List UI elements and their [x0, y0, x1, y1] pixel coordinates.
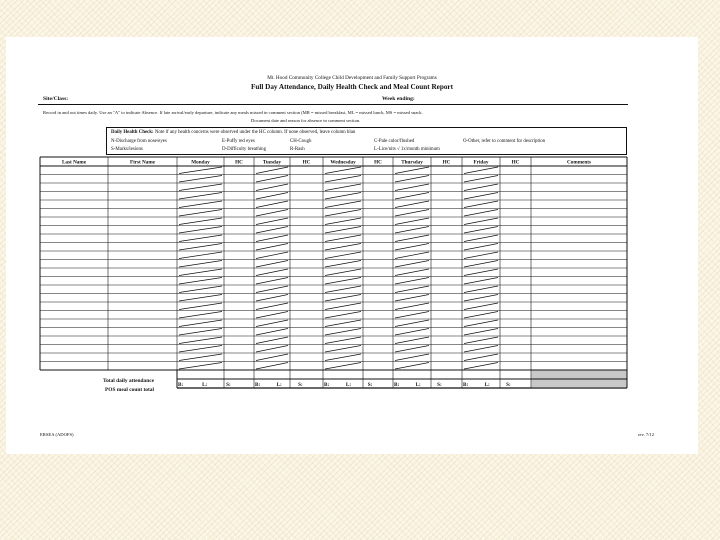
in-out-slash	[325, 235, 361, 242]
in-out-slash	[179, 312, 222, 319]
in-out-slash	[464, 261, 498, 268]
in-out-slash	[395, 201, 429, 208]
in-out-slash	[256, 261, 288, 268]
footer-form-code: ERSEA (ADOFS)	[40, 432, 74, 437]
in-out-slash	[395, 261, 429, 268]
in-out-slash	[325, 244, 361, 251]
in-out-slash	[464, 218, 498, 225]
in-out-slash	[256, 167, 288, 174]
instructions-line-1: Record in and out times daily. Use an "A" to indicate Absence. If late arrival/early departure, indicate any meals missed in comment section (MB = missed breakfast, ML = missed lunch, MS = missed snack.	[43, 110, 423, 115]
in-out-slash	[256, 176, 288, 183]
in-out-slash	[395, 286, 429, 293]
in-out-slash	[464, 235, 498, 242]
meal-code-label: L:	[202, 381, 208, 388]
in-out-slash	[395, 193, 429, 200]
hc-code: R-Rash	[290, 147, 305, 152]
in-out-slash	[395, 337, 429, 344]
in-out-slash	[256, 346, 288, 353]
in-out-slash	[325, 354, 361, 361]
in-out-slash	[325, 261, 361, 268]
in-out-slash	[395, 252, 429, 259]
in-out-slash	[464, 184, 498, 191]
in-out-slash	[464, 363, 498, 370]
in-out-slash	[256, 337, 288, 344]
in-out-slash	[325, 227, 361, 234]
column-header: HC	[302, 159, 311, 166]
column-header: HC	[374, 159, 382, 166]
in-out-slash	[325, 303, 361, 310]
meal-code-label: L:	[345, 381, 352, 388]
in-out-slash	[179, 261, 222, 268]
in-out-slash	[464, 210, 498, 217]
in-out-slash	[395, 176, 429, 183]
in-out-slash	[325, 167, 361, 174]
in-out-slash	[325, 176, 361, 183]
column-header: Tuesday	[262, 159, 282, 166]
hc-code: C-Pale color/flushed	[374, 139, 415, 144]
in-out-slash	[179, 337, 222, 344]
in-out-slash	[395, 184, 429, 191]
in-out-slash	[464, 227, 498, 234]
in-out-slash	[325, 337, 361, 344]
in-out-slash	[179, 278, 222, 285]
in-out-slash	[256, 193, 288, 200]
column-header: Monday	[191, 159, 210, 166]
in-out-slash	[256, 320, 288, 327]
site-class-label: Site/Class:	[43, 96, 69, 102]
in-out-slash	[179, 244, 222, 251]
meal-code-label: S:	[367, 381, 373, 388]
meal-code-label: B:	[324, 381, 330, 388]
shaded-cell	[532, 380, 627, 388]
in-out-slash	[325, 201, 361, 208]
in-out-slash	[256, 278, 288, 285]
in-out-slash	[395, 269, 429, 276]
in-out-slash	[464, 346, 498, 353]
in-out-slash	[325, 278, 361, 285]
in-out-slash	[464, 329, 498, 336]
in-out-slash	[395, 218, 429, 225]
in-out-slash	[179, 252, 222, 259]
in-out-slash	[256, 184, 288, 191]
in-out-slash	[395, 363, 429, 370]
in-out-slash	[325, 312, 361, 319]
hc-code: S-Marks/lesions	[111, 147, 143, 152]
in-out-slash	[179, 176, 222, 183]
in-out-slash	[395, 312, 429, 319]
in-out-slash	[256, 235, 288, 242]
in-out-slash	[325, 363, 361, 370]
in-out-slash	[325, 193, 361, 200]
meal-code-label: B:	[178, 381, 184, 388]
in-out-slash	[464, 295, 498, 302]
in-out-slash	[325, 286, 361, 293]
form-title: Full Day Attendance, Daily Health Check and Meal Count Report	[250, 83, 454, 91]
in-out-slash	[179, 235, 222, 242]
in-out-slash	[464, 176, 498, 183]
in-out-slash	[325, 329, 361, 336]
in-out-slash	[464, 312, 498, 319]
in-out-slash	[325, 269, 361, 276]
in-out-slash	[325, 218, 361, 225]
hc-code: O-Other, refer to comment for description	[463, 139, 546, 144]
column-header: HC	[442, 159, 451, 166]
in-out-slash	[395, 227, 429, 234]
total-attendance-label: Total daily attendance	[103, 378, 155, 384]
in-out-slash	[395, 210, 429, 217]
in-out-slash	[464, 278, 498, 285]
column-header: Friday	[473, 159, 489, 166]
in-out-slash	[395, 278, 429, 285]
in-out-slash	[325, 210, 361, 217]
in-out-slash	[179, 303, 222, 310]
hc-code: D-Difficulty breathing	[222, 147, 267, 152]
in-out-slash	[256, 201, 288, 208]
in-out-slash	[395, 303, 429, 310]
in-out-slash	[256, 252, 288, 259]
in-out-slash	[464, 354, 498, 361]
in-out-slash	[464, 303, 498, 310]
pos-meal-count-label: POS meal count total	[105, 387, 154, 393]
in-out-slash	[179, 218, 222, 225]
hc-code: E-Puffy red eyes	[222, 139, 255, 144]
health-check-note: Note if any health concerns were observed under the HC column. If none observed, leave column blan	[154, 130, 356, 135]
column-header: HC	[235, 159, 243, 166]
column-header: Thursday	[401, 159, 423, 166]
meal-code-label: B:	[463, 381, 469, 388]
hc-code: N-Discharge from nose/eyes	[111, 139, 167, 144]
in-out-slash	[464, 269, 498, 276]
in-out-slash	[179, 346, 222, 353]
in-out-slash	[256, 295, 288, 302]
in-out-slash	[179, 227, 222, 234]
column-header: Last Name	[61, 159, 87, 166]
in-out-slash	[325, 295, 361, 302]
hc-code: L-Lice/nits √ 1x/month minimum	[374, 147, 440, 152]
in-out-slash	[325, 346, 361, 353]
in-out-slash	[256, 286, 288, 293]
column-header: Wednesday	[330, 159, 356, 166]
in-out-slash	[464, 201, 498, 208]
in-out-slash	[179, 201, 222, 208]
week-ending-label: Week ending:	[382, 96, 415, 102]
in-out-slash	[256, 312, 288, 319]
shaded-cell	[532, 371, 627, 379]
column-header: First Name	[130, 159, 155, 166]
in-out-slash	[464, 252, 498, 259]
in-out-slash	[179, 354, 222, 361]
meal-code-label: S:	[226, 381, 231, 388]
meal-code-label: S:	[506, 381, 511, 388]
in-out-slash	[179, 320, 222, 327]
program-name: Mt. Hood Community College Child Development and Family Support Programs	[267, 75, 437, 81]
in-out-slash	[464, 193, 498, 200]
in-out-slash	[256, 329, 288, 336]
in-out-slash	[325, 252, 361, 259]
in-out-slash	[395, 346, 429, 353]
column-header: HC	[511, 159, 520, 166]
in-out-slash	[256, 363, 288, 370]
in-out-slash	[256, 303, 288, 310]
in-out-slash	[256, 218, 288, 225]
in-out-slash	[179, 210, 222, 217]
in-out-slash	[464, 286, 498, 293]
instructions-line-2: Document date and reason for absence in comment section.	[251, 118, 361, 123]
in-out-slash	[464, 320, 498, 327]
meal-code-label: B:	[255, 381, 261, 388]
meal-code-label: L:	[276, 381, 282, 388]
in-out-slash	[395, 329, 429, 336]
footer-revision: rev. 7/12	[638, 432, 655, 437]
meal-code-label: L:	[484, 381, 490, 388]
in-out-slash	[179, 329, 222, 336]
in-out-slash	[179, 286, 222, 293]
in-out-slash	[464, 337, 498, 344]
in-out-slash	[395, 244, 429, 251]
in-out-slash	[256, 210, 288, 217]
in-out-slash	[464, 167, 498, 174]
hc-code: CH-Cough	[290, 139, 312, 144]
in-out-slash	[325, 320, 361, 327]
in-out-slash	[179, 269, 222, 276]
meal-code-label: L:	[415, 381, 421, 388]
in-out-slash	[395, 354, 429, 361]
health-check-title: Daily Health Check:	[111, 130, 154, 135]
in-out-slash	[256, 244, 288, 251]
in-out-slash	[395, 320, 429, 327]
in-out-slash	[179, 167, 222, 174]
form-page	[6, 37, 698, 454]
in-out-slash	[179, 295, 222, 302]
in-out-slash	[179, 184, 222, 191]
meal-code-label: S:	[298, 381, 303, 388]
in-out-slash	[256, 269, 288, 276]
in-out-slash	[256, 227, 288, 234]
in-out-slash	[395, 295, 429, 302]
in-out-slash	[395, 235, 429, 242]
in-out-slash	[179, 363, 222, 370]
in-out-slash	[256, 354, 288, 361]
column-header: Comments	[567, 159, 591, 166]
meal-code-label: S:	[437, 381, 442, 388]
in-out-slash	[464, 244, 498, 251]
in-out-slash	[179, 193, 222, 200]
in-out-slash	[395, 167, 429, 174]
meal-code-label: B:	[394, 381, 400, 388]
in-out-slash	[325, 184, 361, 191]
